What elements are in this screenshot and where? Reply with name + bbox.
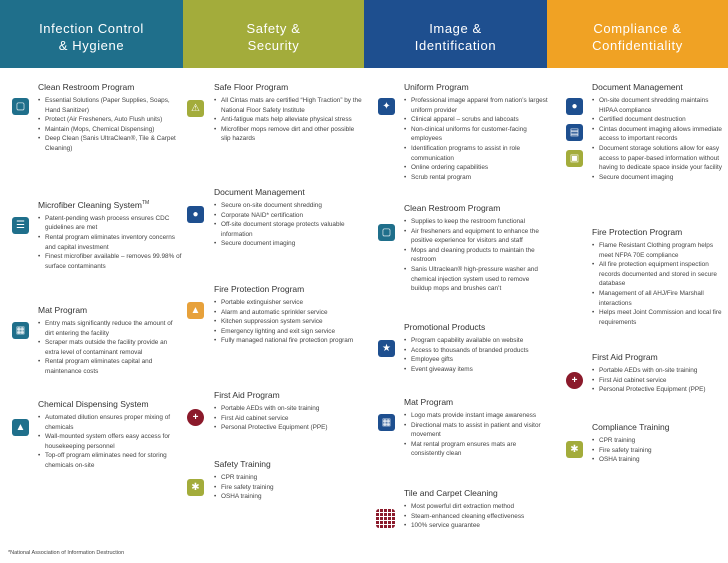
section-chemical-dispensing [38,399,183,471]
section-title: First Aid Program [592,352,658,362]
list-item: • Mops and cleaning products to maintain the restroom [404,246,549,265]
training-icon: ✱ [566,441,583,458]
list-item: • Secure document imaging [592,173,728,183]
section-first-aid-2 [592,352,728,395]
list-item: • Flame Resistant Clothing program helps meet NFPA 70E compliance [592,241,728,260]
header-line1: Infection Control [39,21,144,36]
section-title: Clean Restroom Program [404,203,501,213]
header-image-identification [364,0,547,68]
list-item: • Top-off program eliminates need for storing chemicals on-site [38,451,183,470]
list-item: • Anti-fatigue mats help alleviate physical stress [214,115,364,125]
tile-icon [376,509,395,528]
section-title: First Aid Program [214,390,280,400]
section-title: Tile and Carpet Cleaning [404,488,498,498]
bullet-list [592,96,728,182]
list-item: • Scraper mats outside the facility provide an extra level of contaminant removal [38,338,183,357]
header-line2: Confidentiality [592,38,683,53]
list-item: • Alarm and automatic sprinkler service [214,308,364,318]
list-item: • Sanis Ultraclean® high-pressure washer and chemical injection system used to remove buildup mops and brushes can’t [404,265,549,294]
list-item: • Entry mats significantly reduce the amount of dirt entering the facility [38,319,183,338]
section-title: Uniform Program [404,82,469,92]
section-clean-restroom [38,82,183,154]
lock-icon: ● [566,98,583,115]
section-mat-program [38,305,183,377]
list-item: • Non-clinical uniforms for customer-facing employees [404,125,549,144]
list-item: • Supplies to keep the restroom functional [404,217,549,227]
column-headers [0,0,728,68]
clipboard-icon: ▢ [12,98,29,115]
header-line2: Identification [414,38,497,53]
list-item: • Identification programs to assist in role communication [404,144,549,163]
list-item: • Secure on-site document shredding [214,201,364,211]
list-item: • Document storage solutions allow for easy access to paper-based information without having to dedicate space inside your facility [592,144,728,173]
section-first-aid [214,390,364,433]
list-item: • OSHA training [592,455,728,465]
slip-hazard-icon: ⚠ [187,100,204,117]
list-item: • Certified document destruction [592,115,728,125]
section-title: Fire Protection Program [214,284,305,294]
training-icon: ✱ [187,479,204,496]
section-title: Mat Program [404,397,454,407]
bullet-list [404,336,549,374]
bullet-list [214,96,364,144]
header-infection-control [0,0,183,68]
list-item: • Air fresheners and equipment to enhance the positive experience for visitors and staff [404,227,549,246]
section-title: Safe Floor Program [214,82,289,92]
list-item: • Fully managed national fire protection program [214,336,364,346]
bullet-list [38,319,183,377]
mat-icon: ▦ [12,322,29,339]
list-item: • Maintain (Mops, Chemical Dispensing) [38,125,183,135]
section-title: Promotional Products [404,322,486,332]
section-title [38,198,183,211]
list-item: • Most powerful dirt extraction method [404,502,549,512]
list-item: • Finest microfiber available – removes 99.98% of surface contaminants [38,252,183,271]
first-aid-icon: + [566,372,583,389]
footnote: *National Association of Information Destruction [8,550,125,556]
list-item: • Program capability available on website [404,336,549,346]
header-line1: Safety & [246,21,301,36]
header-safety-security [183,0,364,68]
bullet-list [592,366,728,395]
list-item: • Clinical apparel – scrubs and labcoats [404,115,549,125]
section-promotional-products [404,322,549,374]
header-line1: Image & [429,21,482,36]
list-item: • Scrub rental program [404,173,549,183]
uniform-icon: ✦ [378,98,395,115]
section-fire-protection [214,284,364,346]
list-item: • Deep Clean (Sanis UltraClean®, Tile & Carpet Cleaning) [38,134,183,153]
section-title: Clean Restroom Program [38,82,135,92]
section-mat-program-2 [404,397,549,459]
list-item: • First Aid cabinet service [592,376,728,386]
bullet-list [404,96,549,182]
microfiber-cloth-icon: ☰ [12,217,29,234]
printer-icon: ▤ [566,124,583,141]
section-title: Compliance Training [592,422,670,432]
list-item: • All fire protection equipment inspection records documented and stored in secure database [592,260,728,289]
list-item: • Steam-enhanced cleaning effectiveness [404,512,549,522]
list-item: • CPR training [214,473,364,483]
section-microfiber [38,198,183,271]
section-uniform-program [404,82,549,182]
clipboard-icon: ▢ [378,224,395,241]
list-item: • Corporate NAID* certification [214,211,364,221]
list-item: • Automated dilution ensures proper mixing of chemicals [38,413,183,432]
list-item: • All Cintas mats are certified “High Traction” by the National Floor Safety Institute [214,96,364,115]
list-item: • Employee gifts [404,355,549,365]
list-item: • Online ordering capabilities [404,163,549,173]
list-item: • Emergency lighting and exit sign service [214,327,364,337]
first-aid-icon: + [187,409,204,426]
bullet-list [214,201,364,249]
bullet-list [38,413,183,471]
list-item: • Helps meet Joint Commission and local fire requirements [592,308,728,327]
list-item: • Logo mats provide instant image awareness [404,411,549,421]
list-item: • Portable extinguisher service [214,298,364,308]
list-item: • Cintas document imaging allows immediate access to important records [592,125,728,144]
list-item: • Mat rental program ensures mats are consistently clean [404,440,549,459]
section-safe-floor [214,82,364,144]
fire-extinguisher-icon: ▲ [187,302,204,319]
list-item: • Directional mats to assist in patient and visitor movement [404,421,549,440]
section-title: Document Management [592,82,683,92]
header-line2: & Hygiene [58,38,125,53]
list-item: • Off-site document storage protects valuable information [214,220,364,239]
section-title: Safety Training [214,459,271,469]
bullet-list [404,502,549,531]
list-item: • Fire safety training [214,483,364,493]
list-item: • On-site document shredding maintains HIPAA compliance [592,96,728,115]
bullet-list [38,214,183,272]
section-compliance-training [592,422,728,465]
section-document-management [214,187,364,249]
list-item: • 100% service guarantee [404,521,549,531]
section-title: Document Management [214,187,305,197]
list-item: • Microfiber mops remove dirt and other possible slip hazards [214,125,364,144]
section-title: Mat Program [38,305,88,315]
header-compliance-confidentiality [547,0,728,68]
header-line2: Security [247,38,300,53]
section-tile-carpet [404,488,549,531]
bullet-list [404,411,549,459]
list-item: • Essential Solutions (Paper Supplies, Soaps, Hand Sanitizer) [38,96,183,115]
list-item: • Portable AEDs with on-site training [592,366,728,376]
list-item: • Patent-pending wash process ensures CDC guidelines are met [38,214,183,233]
list-item: • Portable AEDs with on-site training [214,404,364,414]
list-item: • CPR training [592,436,728,446]
list-item: • Access to thousands of branded products [404,346,549,356]
list-item: • Wall-mounted system offers easy access for housekeeping personnel [38,432,183,451]
list-item: • Rental program eliminates inventory concerns and capital investment [38,233,183,252]
section-title: Fire Protection Program [592,227,683,237]
list-item: • Event giveaway items [404,365,549,375]
list-item: • First Aid cabinet service [214,414,364,424]
section-clean-restroom-2 [404,203,549,294]
list-item: • Rental program eliminates capital and maintenance costs [38,357,183,376]
bullet-list [214,473,364,502]
trademark-sup: TM [141,200,150,206]
list-item: • OSHA training [214,492,364,502]
bullet-list [592,241,728,327]
spray-bottle-icon: ▲ [12,419,29,436]
list-item: • Professional image apparel from nation’s largest uniform provider [404,96,549,115]
list-item: • Personal Protective Equipment (PPE) [214,423,364,433]
list-item: • Personal Protective Equipment (PPE) [592,385,728,395]
list-item: • Secure document imaging [214,239,364,249]
mat-icon: ▦ [378,414,395,431]
bullet-list [214,404,364,433]
bullet-list [214,298,364,346]
list-item: • Management of all AHJ/Fire Marshall interactions [592,289,728,308]
lock-icon: ● [187,206,204,223]
section-title-text: Microfiber Cleaning System [38,199,142,210]
bullet-list [38,96,183,154]
storage-box-icon: ▣ [566,150,583,167]
section-fire-protection-2 [592,227,728,327]
list-item: • Kitchen suppression system service [214,317,364,327]
bullet-list [404,217,549,294]
list-item: • Fire safety training [592,446,728,456]
header-line1: Compliance & [593,21,682,36]
section-document-management-2 [592,82,728,182]
section-safety-training [214,459,364,502]
promo-icon: ★ [378,340,395,357]
bullet-list [592,436,728,465]
section-title: Chemical Dispensing System [38,399,149,409]
list-item: • Protect (Air Fresheners, Auto Flush units) [38,115,183,125]
